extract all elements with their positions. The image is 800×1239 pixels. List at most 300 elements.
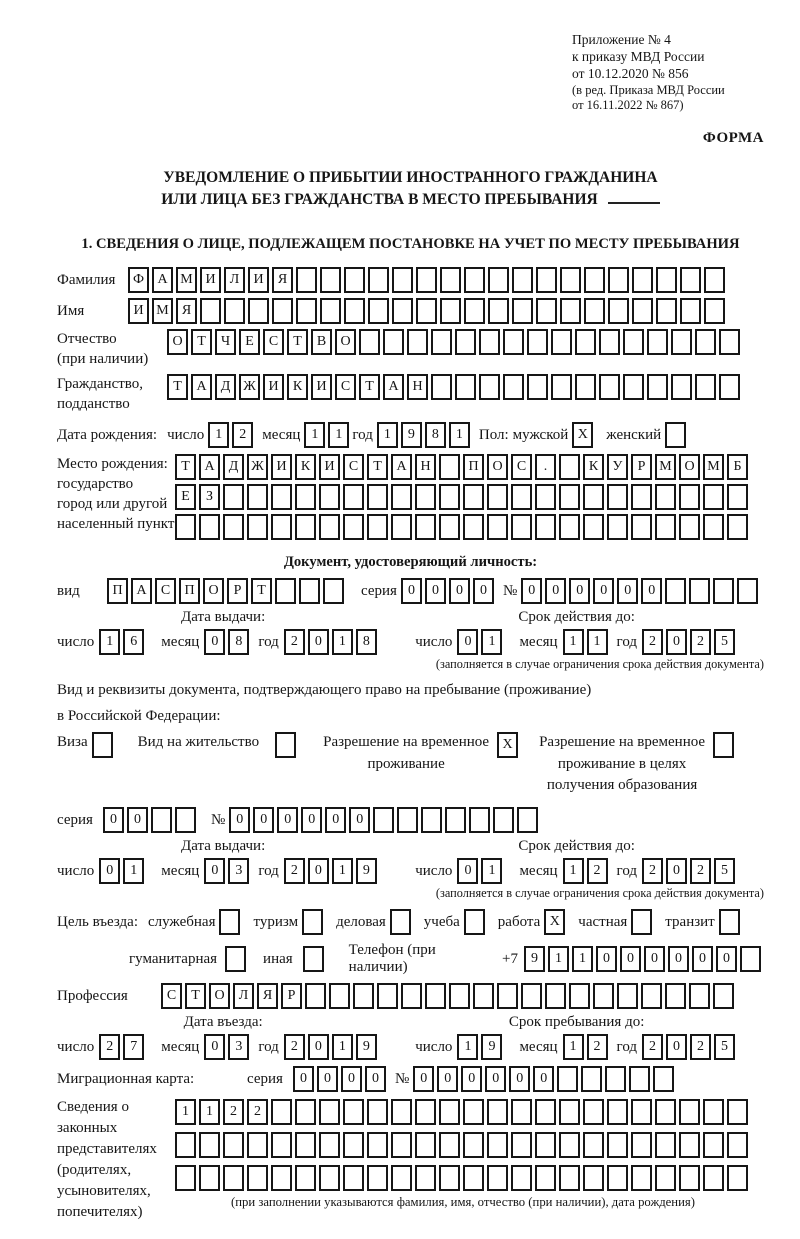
char-cell[interactable]: 0 xyxy=(341,1066,362,1092)
char-cell[interactable]: 0 xyxy=(277,807,298,833)
birth-place-row1[interactable] xyxy=(175,454,751,480)
char-cell[interactable] xyxy=(416,298,437,324)
char-cell[interactable]: 9 xyxy=(356,858,377,884)
char-cell[interactable]: 6 xyxy=(123,629,144,655)
char-cell[interactable] xyxy=(704,267,725,293)
char-cell[interactable]: 2 xyxy=(247,1099,268,1125)
char-cell[interactable]: 1 xyxy=(563,629,584,655)
char-cell[interactable]: С xyxy=(335,374,356,400)
char-cell[interactable]: О xyxy=(335,329,356,355)
birth-place-row3[interactable] xyxy=(175,514,751,540)
char-cell[interactable]: С xyxy=(511,454,532,480)
char-cell[interactable] xyxy=(373,807,394,833)
char-cell[interactable] xyxy=(511,1099,532,1125)
char-cell[interactable]: И xyxy=(248,267,269,293)
char-cell[interactable] xyxy=(431,329,452,355)
char-cell[interactable]: 0 xyxy=(641,578,662,604)
char-cell[interactable] xyxy=(295,1165,316,1191)
char-cell[interactable] xyxy=(319,1132,340,1158)
char-cell[interactable]: 0 xyxy=(533,1066,554,1092)
entry-month-cells[interactable] xyxy=(204,1034,252,1060)
char-cell[interactable] xyxy=(392,298,413,324)
char-cell[interactable]: 0 xyxy=(666,629,687,655)
migration-series-cells[interactable] xyxy=(293,1066,389,1092)
char-cell[interactable]: Е xyxy=(175,484,196,510)
char-cell[interactable] xyxy=(343,484,364,510)
char-cell[interactable] xyxy=(175,1132,196,1158)
char-cell[interactable] xyxy=(392,267,413,293)
char-cell[interactable] xyxy=(583,484,604,510)
char-cell[interactable]: 0 xyxy=(253,807,274,833)
char-cell[interactable] xyxy=(199,1165,220,1191)
char-cell[interactable]: М xyxy=(703,454,724,480)
char-cell[interactable]: 0 xyxy=(325,807,346,833)
char-cell[interactable] xyxy=(368,267,389,293)
char-cell[interactable] xyxy=(431,374,452,400)
char-cell[interactable] xyxy=(623,374,644,400)
char-cell[interactable] xyxy=(703,1165,724,1191)
char-cell[interactable] xyxy=(439,454,460,480)
char-cell[interactable] xyxy=(689,578,710,604)
char-cell[interactable]: Р xyxy=(281,983,302,1009)
res-issue-year-cells[interactable] xyxy=(284,858,380,884)
char-cell[interactable]: Р xyxy=(631,454,652,480)
char-cell[interactable]: О xyxy=(203,578,224,604)
char-cell[interactable]: Л xyxy=(224,267,245,293)
char-cell[interactable] xyxy=(527,329,548,355)
visa-checkbox[interactable] xyxy=(92,732,116,758)
purpose-tourism-checkbox[interactable] xyxy=(302,909,326,935)
char-cell[interactable] xyxy=(367,484,388,510)
char-cell[interactable] xyxy=(608,267,629,293)
char-cell[interactable] xyxy=(607,484,628,510)
char-cell[interactable] xyxy=(343,514,364,540)
char-cell[interactable]: 2 xyxy=(587,1034,608,1060)
birth-year-cells[interactable] xyxy=(377,422,473,448)
char-cell[interactable]: 0 xyxy=(317,1066,338,1092)
char-cell[interactable] xyxy=(449,983,470,1009)
char-cell[interactable] xyxy=(319,1099,340,1125)
char-cell[interactable] xyxy=(219,909,240,935)
char-cell[interactable]: О xyxy=(209,983,230,1009)
char-cell[interactable]: К xyxy=(295,454,316,480)
char-cell[interactable]: А xyxy=(383,374,404,400)
char-cell[interactable] xyxy=(455,329,476,355)
char-cell[interactable] xyxy=(560,267,581,293)
char-cell[interactable] xyxy=(343,1099,364,1125)
char-cell[interactable]: З xyxy=(199,484,220,510)
char-cell[interactable]: 7 xyxy=(123,1034,144,1060)
char-cell[interactable]: 2 xyxy=(232,422,253,448)
char-cell[interactable] xyxy=(608,298,629,324)
char-cell[interactable] xyxy=(463,1099,484,1125)
char-cell[interactable] xyxy=(559,1099,580,1125)
char-cell[interactable] xyxy=(535,1099,556,1125)
char-cell[interactable] xyxy=(415,484,436,510)
char-cell[interactable] xyxy=(631,1132,652,1158)
char-cell[interactable] xyxy=(407,329,428,355)
char-cell[interactable]: Н xyxy=(407,374,428,400)
birth-day-cells[interactable] xyxy=(208,422,256,448)
char-cell[interactable] xyxy=(527,374,548,400)
char-cell[interactable]: И xyxy=(311,374,332,400)
char-cell[interactable]: 0 xyxy=(127,807,148,833)
firstname-cells[interactable] xyxy=(128,298,728,324)
char-cell[interactable]: 1 xyxy=(175,1099,196,1125)
char-cell[interactable] xyxy=(535,1165,556,1191)
char-cell[interactable] xyxy=(536,267,557,293)
char-cell[interactable] xyxy=(703,484,724,510)
char-cell[interactable] xyxy=(493,807,514,833)
res-valid-day-cells[interactable] xyxy=(457,858,505,884)
char-cell[interactable]: Т xyxy=(287,329,308,355)
char-cell[interactable] xyxy=(343,1132,364,1158)
char-cell[interactable]: 0 xyxy=(449,578,470,604)
char-cell[interactable] xyxy=(631,484,652,510)
char-cell[interactable] xyxy=(416,267,437,293)
char-cell[interactable] xyxy=(295,1132,316,1158)
char-cell[interactable]: 1 xyxy=(572,946,593,972)
char-cell[interactable] xyxy=(199,514,220,540)
char-cell[interactable] xyxy=(607,1132,628,1158)
char-cell[interactable]: Ж xyxy=(239,374,260,400)
char-cell[interactable] xyxy=(503,374,524,400)
char-cell[interactable] xyxy=(319,484,340,510)
char-cell[interactable] xyxy=(631,1165,652,1191)
char-cell[interactable]: С xyxy=(155,578,176,604)
char-cell[interactable] xyxy=(584,267,605,293)
char-cell[interactable]: 2 xyxy=(284,1034,305,1060)
char-cell[interactable] xyxy=(727,1165,748,1191)
char-cell[interactable] xyxy=(713,732,734,758)
char-cell[interactable] xyxy=(367,1099,388,1125)
char-cell[interactable] xyxy=(629,1066,650,1092)
char-cell[interactable] xyxy=(275,732,296,758)
char-cell[interactable]: 1 xyxy=(304,422,325,448)
char-cell[interactable]: 0 xyxy=(593,578,614,604)
char-cell[interactable] xyxy=(488,267,509,293)
char-cell[interactable]: Т xyxy=(191,329,212,355)
char-cell[interactable] xyxy=(665,983,686,1009)
char-cell[interactable] xyxy=(551,374,572,400)
char-cell[interactable]: 0 xyxy=(301,807,322,833)
char-cell[interactable] xyxy=(319,514,340,540)
char-cell[interactable] xyxy=(464,909,485,935)
representatives-row3[interactable] xyxy=(175,1165,751,1191)
char-cell[interactable] xyxy=(319,1165,340,1191)
char-cell[interactable] xyxy=(199,1132,220,1158)
char-cell[interactable] xyxy=(653,1066,674,1092)
valid-day-cells[interactable] xyxy=(457,629,505,655)
birth-month-cells[interactable] xyxy=(304,422,352,448)
doc-number-cells[interactable] xyxy=(521,578,761,604)
char-cell[interactable]: 0 xyxy=(308,1034,329,1060)
char-cell[interactable] xyxy=(695,329,716,355)
citizenship-cells[interactable] xyxy=(167,374,743,400)
char-cell[interactable]: А xyxy=(191,374,212,400)
char-cell[interactable]: 9 xyxy=(524,946,545,972)
char-cell[interactable]: 0 xyxy=(509,1066,530,1092)
residence-number-cells[interactable] xyxy=(229,807,541,833)
char-cell[interactable] xyxy=(617,983,638,1009)
char-cell[interactable]: 0 xyxy=(620,946,641,972)
char-cell[interactable] xyxy=(415,1099,436,1125)
char-cell[interactable] xyxy=(271,514,292,540)
char-cell[interactable]: М xyxy=(152,298,173,324)
char-cell[interactable]: 0 xyxy=(569,578,590,604)
char-cell[interactable]: Я xyxy=(176,298,197,324)
char-cell[interactable] xyxy=(655,1099,676,1125)
char-cell[interactable]: 1 xyxy=(332,629,353,655)
char-cell[interactable] xyxy=(719,374,740,400)
char-cell[interactable] xyxy=(391,1165,412,1191)
char-cell[interactable] xyxy=(583,1165,604,1191)
char-cell[interactable]: 0 xyxy=(716,946,737,972)
char-cell[interactable] xyxy=(272,298,293,324)
char-cell[interactable] xyxy=(631,909,652,935)
char-cell[interactable] xyxy=(632,267,653,293)
char-cell[interactable] xyxy=(225,946,246,972)
entry-year-cells[interactable] xyxy=(284,1034,380,1060)
char-cell[interactable]: 0 xyxy=(103,807,124,833)
char-cell[interactable] xyxy=(296,298,317,324)
char-cell[interactable] xyxy=(727,484,748,510)
char-cell[interactable] xyxy=(575,374,596,400)
char-cell[interactable] xyxy=(463,1165,484,1191)
char-cell[interactable] xyxy=(248,298,269,324)
char-cell[interactable]: 0 xyxy=(308,858,329,884)
char-cell[interactable] xyxy=(223,484,244,510)
char-cell[interactable] xyxy=(719,329,740,355)
char-cell[interactable]: О xyxy=(487,454,508,480)
char-cell[interactable] xyxy=(583,1132,604,1158)
char-cell[interactable]: 9 xyxy=(481,1034,502,1060)
birth-place-row2[interactable] xyxy=(175,484,751,510)
char-cell[interactable]: 1 xyxy=(332,858,353,884)
char-cell[interactable]: Т xyxy=(359,374,380,400)
char-cell[interactable] xyxy=(175,514,196,540)
char-cell[interactable] xyxy=(488,298,509,324)
char-cell[interactable] xyxy=(473,983,494,1009)
char-cell[interactable] xyxy=(439,484,460,510)
temp-residence-checkbox[interactable] xyxy=(497,732,521,758)
stay-month-cells[interactable] xyxy=(563,1034,611,1060)
char-cell[interactable]: 1 xyxy=(457,1034,478,1060)
residence-permit-checkbox[interactable] xyxy=(275,732,299,758)
char-cell[interactable]: А xyxy=(131,578,152,604)
issue-day-cells[interactable] xyxy=(99,629,147,655)
char-cell[interactable]: Т xyxy=(175,454,196,480)
char-cell[interactable]: 0 xyxy=(204,858,225,884)
char-cell[interactable] xyxy=(680,298,701,324)
purpose-work-checkbox[interactable] xyxy=(544,909,568,935)
char-cell[interactable]: А xyxy=(152,267,173,293)
char-cell[interactable] xyxy=(727,1099,748,1125)
char-cell[interactable]: 0 xyxy=(413,1066,434,1092)
char-cell[interactable] xyxy=(92,732,113,758)
char-cell[interactable] xyxy=(740,946,761,972)
char-cell[interactable]: Я xyxy=(257,983,278,1009)
char-cell[interactable]: П xyxy=(463,454,484,480)
char-cell[interactable] xyxy=(275,578,296,604)
char-cell[interactable] xyxy=(329,983,350,1009)
char-cell[interactable] xyxy=(679,1099,700,1125)
char-cell[interactable]: И xyxy=(319,454,340,480)
char-cell[interactable]: 1 xyxy=(199,1099,220,1125)
char-cell[interactable] xyxy=(391,514,412,540)
char-cell[interactable]: Н xyxy=(415,454,436,480)
doc-type-cells[interactable] xyxy=(107,578,347,604)
char-cell[interactable]: 1 xyxy=(99,629,120,655)
char-cell[interactable] xyxy=(151,807,172,833)
char-cell[interactable] xyxy=(704,298,725,324)
purpose-commercial-checkbox[interactable] xyxy=(390,909,414,935)
char-cell[interactable] xyxy=(391,1099,412,1125)
char-cell[interactable]: 0 xyxy=(204,1034,225,1060)
char-cell[interactable] xyxy=(512,298,533,324)
representatives-row2[interactable] xyxy=(175,1132,751,1158)
char-cell[interactable]: 1 xyxy=(481,858,502,884)
char-cell[interactable] xyxy=(641,983,662,1009)
char-cell[interactable]: 1 xyxy=(328,422,349,448)
char-cell[interactable] xyxy=(599,374,620,400)
char-cell[interactable]: 2 xyxy=(284,629,305,655)
char-cell[interactable]: 0 xyxy=(666,858,687,884)
stay-day-cells[interactable] xyxy=(457,1034,505,1060)
char-cell[interactable] xyxy=(359,329,380,355)
char-cell[interactable] xyxy=(455,374,476,400)
char-cell[interactable] xyxy=(679,514,700,540)
char-cell[interactable] xyxy=(521,983,542,1009)
char-cell[interactable] xyxy=(535,484,556,510)
char-cell[interactable]: 1 xyxy=(377,422,398,448)
char-cell[interactable]: 0 xyxy=(596,946,617,972)
char-cell[interactable] xyxy=(655,514,676,540)
char-cell[interactable]: 0 xyxy=(293,1066,314,1092)
char-cell[interactable] xyxy=(737,578,758,604)
char-cell[interactable] xyxy=(367,1132,388,1158)
char-cell[interactable] xyxy=(695,374,716,400)
char-cell[interactable] xyxy=(545,983,566,1009)
char-cell[interactable] xyxy=(302,909,323,935)
char-cell[interactable]: И xyxy=(263,374,284,400)
char-cell[interactable] xyxy=(320,298,341,324)
char-cell[interactable] xyxy=(713,578,734,604)
res-valid-month-cells[interactable] xyxy=(563,858,611,884)
char-cell[interactable]: X xyxy=(572,422,593,448)
edu-residence-checkbox[interactable] xyxy=(713,732,737,758)
char-cell[interactable] xyxy=(344,267,365,293)
char-cell[interactable] xyxy=(703,514,724,540)
char-cell[interactable] xyxy=(295,484,316,510)
char-cell[interactable] xyxy=(607,1165,628,1191)
char-cell[interactable] xyxy=(727,1132,748,1158)
char-cell[interactable]: 1 xyxy=(548,946,569,972)
char-cell[interactable] xyxy=(631,1099,652,1125)
char-cell[interactable] xyxy=(223,1165,244,1191)
char-cell[interactable]: Т xyxy=(367,454,388,480)
char-cell[interactable] xyxy=(665,422,686,448)
purpose-study-checkbox[interactable] xyxy=(464,909,488,935)
char-cell[interactable] xyxy=(559,454,580,480)
char-cell[interactable] xyxy=(703,1132,724,1158)
char-cell[interactable] xyxy=(303,946,324,972)
char-cell[interactable] xyxy=(665,578,686,604)
char-cell[interactable]: В xyxy=(311,329,332,355)
char-cell[interactable]: 0 xyxy=(401,578,422,604)
char-cell[interactable] xyxy=(703,1099,724,1125)
char-cell[interactable] xyxy=(671,374,692,400)
char-cell[interactable]: 3 xyxy=(228,1034,249,1060)
char-cell[interactable]: 2 xyxy=(642,629,663,655)
char-cell[interactable] xyxy=(397,807,418,833)
char-cell[interactable]: 0 xyxy=(473,578,494,604)
char-cell[interactable] xyxy=(295,1099,316,1125)
char-cell[interactable] xyxy=(367,1165,388,1191)
char-cell[interactable] xyxy=(439,1132,460,1158)
char-cell[interactable] xyxy=(223,1132,244,1158)
char-cell[interactable]: 2 xyxy=(284,858,305,884)
char-cell[interactable]: X xyxy=(497,732,518,758)
surname-cells[interactable] xyxy=(128,267,728,293)
char-cell[interactable]: 0 xyxy=(349,807,370,833)
char-cell[interactable]: Е xyxy=(239,329,260,355)
char-cell[interactable] xyxy=(368,298,389,324)
char-cell[interactable] xyxy=(463,514,484,540)
char-cell[interactable] xyxy=(391,484,412,510)
char-cell[interactable] xyxy=(511,514,532,540)
char-cell[interactable] xyxy=(581,1066,602,1092)
char-cell[interactable]: О xyxy=(679,454,700,480)
char-cell[interactable]: И xyxy=(271,454,292,480)
char-cell[interactable] xyxy=(593,983,614,1009)
char-cell[interactable]: 0 xyxy=(99,858,120,884)
char-cell[interactable]: 2 xyxy=(690,629,711,655)
char-cell[interactable]: 0 xyxy=(229,807,250,833)
char-cell[interactable] xyxy=(439,1165,460,1191)
char-cell[interactable] xyxy=(390,909,411,935)
char-cell[interactable] xyxy=(271,1132,292,1158)
char-cell[interactable] xyxy=(511,1165,532,1191)
char-cell[interactable]: 2 xyxy=(99,1034,120,1060)
char-cell[interactable] xyxy=(607,514,628,540)
char-cell[interactable]: У xyxy=(607,454,628,480)
char-cell[interactable]: 0 xyxy=(545,578,566,604)
char-cell[interactable] xyxy=(299,578,320,604)
char-cell[interactable] xyxy=(679,484,700,510)
char-cell[interactable] xyxy=(535,1132,556,1158)
char-cell[interactable] xyxy=(631,514,652,540)
char-cell[interactable]: 8 xyxy=(228,629,249,655)
char-cell[interactable] xyxy=(559,1165,580,1191)
char-cell[interactable] xyxy=(583,1099,604,1125)
char-cell[interactable] xyxy=(569,983,590,1009)
char-cell[interactable] xyxy=(536,298,557,324)
char-cell[interactable]: Л xyxy=(233,983,254,1009)
char-cell[interactable]: 2 xyxy=(690,858,711,884)
char-cell[interactable] xyxy=(487,1165,508,1191)
char-cell[interactable] xyxy=(535,514,556,540)
char-cell[interactable]: 1 xyxy=(332,1034,353,1060)
char-cell[interactable] xyxy=(517,807,538,833)
char-cell[interactable]: 0 xyxy=(521,578,542,604)
char-cell[interactable] xyxy=(487,514,508,540)
char-cell[interactable] xyxy=(655,484,676,510)
char-cell[interactable]: 0 xyxy=(365,1066,386,1092)
char-cell[interactable] xyxy=(713,983,734,1009)
char-cell[interactable] xyxy=(584,298,605,324)
representatives-row1[interactable] xyxy=(175,1099,751,1125)
